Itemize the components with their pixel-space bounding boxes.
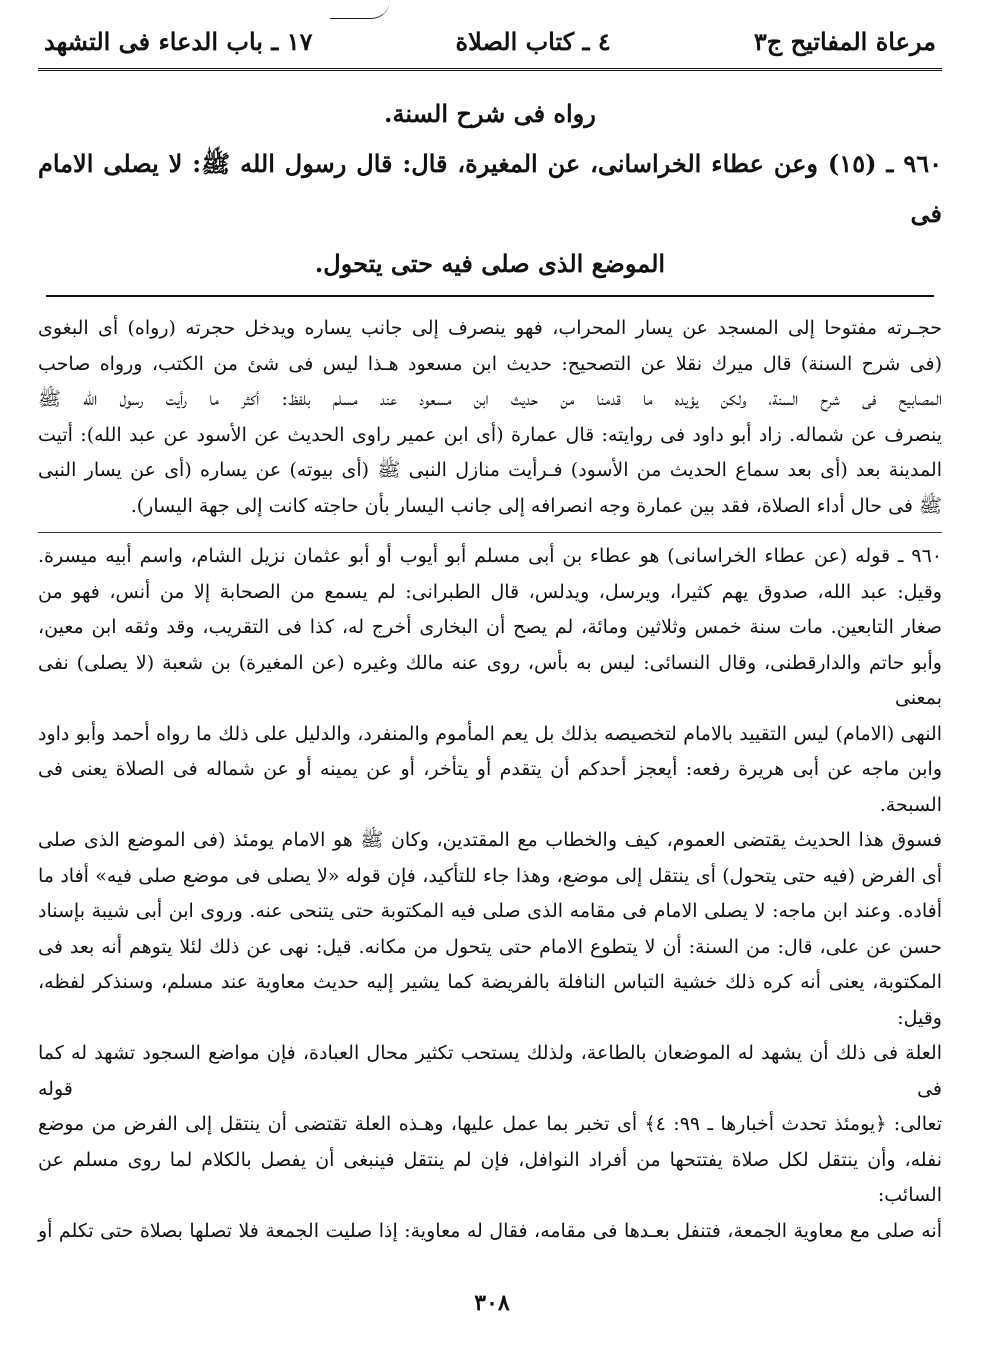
commentary-line: حجـرته مفتوحا إلى المسجد عن يسار المحراب، فهو ينصرف إلى جانب يساره ويدخل حجرته (رواه) أى البغوى [38, 317, 942, 339]
commentary-line: نفله، وأن ينتقل لكل صلاة يفتتحها من أفراد النوافل، فإن لم ينتقل فينبغى أن يفصل بالكلام لما روى مسلم عن السائب: [38, 1148, 942, 1206]
commentary-line: المكتوبة، يعنى أنه كره ذلك خشية التباس النافلة بالفريضة كما يشير إليه حديث معاوية عند مسلم، وسنذكر لفظه، وقيل: [38, 971, 942, 1029]
commentary-line: وأبو حاتم والدارقطنى، وقال النسائى: ليس به بأس، روى عنه مالك وغيره (عن المغيرة) بن شعبة (لا يصلى) نفى بمعنى [38, 651, 942, 709]
commentary-line: ينصرف عن شماله. زاد أبو داود فى روايته: قال عمارة (أى ابن عمير راوى الحديث عن الأسود عن عبد الله): أتيت [38, 423, 942, 446]
page-number: ٣٠٨ [474, 1290, 510, 1316]
commentary [38, 311, 942, 1249]
commentary-line: ﷺ فى حال أداء الصلاة، فقد بين عمارة وجه انصرافه إلى جانب اليسار بأن حاجته كانت إلى جهة اليسار). [130, 494, 942, 517]
decorative-arc [330, 0, 390, 19]
commentary-line: (فى شرح السنة) قال ميرك نقلا عن التصحيح: حديث ابن مسعود هـذا ليس فى شئ من الكتب، ورواه صاحب [38, 352, 942, 375]
commentary-line: تعالى: ﴿يومئذ تحدث أخبارها ـ ٩٩: ٤﴾ أى تخبر بما عمل عليها، وهـذه العلة تقتضى أن ينتقل إلى الفرض من موضع [38, 1113, 942, 1135]
commentary-line: حسن عن على، قال: من السنة: أن لا يتطوع الامام حتى يتحول من مكانه. قيل: نهى عن ذلك لئلا يتوهم أنه بعد فى [38, 935, 942, 958]
hadith-line: ٩٦٠ ـ (١٥) وعن عطاء الخراسانى، عن المغيرة، قال: قال رسول الله ﷺ: لا يصلى الامام فى [38, 149, 942, 228]
running-header [38, 20, 942, 71]
commentary-line: المصابيح فى شرح السنة، ولكن يؤيده ما قدمنا من حديث ابن مسعود عند مسلم بلفظ: أكثر ما رأيت رسول الله ﷺ [38, 388, 942, 410]
commentary-line: فسوق هذا الحديث يقتضى العموم، كيف والخطاب مع المقتدين، وكان ﷺ هو الامام يومئذ (فى الموضع الذى صلى [38, 829, 942, 851]
hadith-text [38, 89, 942, 289]
paragraph-divider [38, 532, 942, 533]
commentary-line: المدينة بعد (أى بعد سماع الحديث من الأسود) فـرأيت منازل النبى ﷺ (أى بيوته) عن يساره (أى عن يسار النبى [38, 459, 942, 481]
commentary-line: أى الفرض (فيه حتى يتحول) أى ينتقل إلى موضع، وهذا جاء للتأكيد، فإن قوله «لا يصلى فى موضع صلى فيه» أفاد ما [38, 864, 942, 887]
header-book-title: مرعاة المفاتيح ج٣ [753, 26, 936, 56]
hadith-source-line: رواه فى شرح السنة. [384, 99, 596, 128]
header-chapter: ٤ ـ كتاب الصلاة [455, 26, 611, 56]
section-divider [46, 295, 934, 297]
commentary-line: العلة فى ذلك أن يشهد له الموضعان بالطاعة، ولذلك يستحب تكثير محال العبادة، فإن مواضع السجود تشهد له كما فى قوله [38, 1042, 942, 1100]
commentary-line: النهى (الامام) ليس التقييد بالامام لتخصيصه بذلك بل يعم المأموم والمنفرد، والدليل على ذلك ما رواه أحمد وأبو داود [38, 722, 942, 745]
commentary-line: أنه صلى مع معاوية الجمعة، فتنفل بعـدها فى مقامه، فقال له معاوية: إذا صليت الجمعة فلا تصلها بصلاة حتى تكلم أو [38, 1219, 942, 1242]
commentary-line: وقيل: عبد الله، صدوق يهم كثيرا، ويرسل، ويدلس، قال الطبرانى: لم يسمع من الصحابة إلا من أنس، فهو من [38, 580, 942, 603]
page [38, 20, 942, 1249]
commentary-line: صغار التابعين. مات سنة خمس وثلاثين ومائة، لم يصح أن البخارى أخرج له، كذا فى التقريب، وقد وثقه ابن معين، [38, 616, 942, 638]
hadith-line: الموضع الذى صلى فيه حتى يتحول. [314, 249, 666, 278]
header-section: ١٧ ـ باب الدعاء فى التشهد [44, 26, 313, 56]
commentary-line: وابن ماجه عن أبى هريرة رفعه: أيعجز أحدكم أن يتقدم أو يتأخر، أو عن يمينه أو عن شماله فى الصلاة يعنى فى السبحة. [38, 758, 942, 816]
commentary-line: ٩٦٠ ـ قوله (عن عطاء الخراسانى) هو عطاء بن أبى مسلم أبو أيوب أو أبو عثمان نزيل الشام، واسم أبيه ميسرة. [38, 545, 942, 567]
commentary-line: أفاده. وعند ابن ماجه: لا يصلى الامام فى مقامه الذى صلى فيه المكتوبة حتى يتنحى عنه. وروى ابن أبى شيبة بإسناد [38, 900, 942, 922]
